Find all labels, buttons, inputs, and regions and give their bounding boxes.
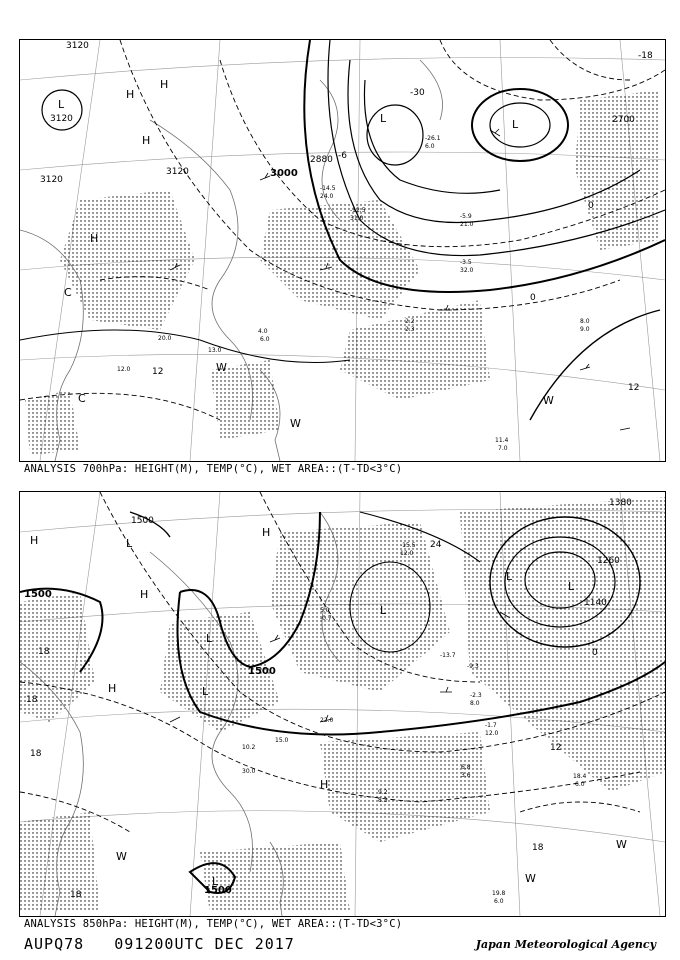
low-center: L [506,570,513,583]
low-center: L [206,632,213,645]
station-value: 6.0 [494,898,504,905]
height-label: 3120 [50,114,73,124]
station-value: 6.0 [260,336,270,343]
high-center: H [320,778,329,791]
high-center: H [262,526,271,539]
temp-label: 18 [26,695,38,705]
high-center: H [30,534,39,547]
station-value: 6.0 [425,143,435,150]
low-center: L [380,604,387,617]
station-value: 11.4 [495,437,509,444]
temp-label: 18 [30,749,42,759]
map-850hpa [19,491,666,917]
station-value: 8.0 [580,318,590,325]
station-value: 2.3 [405,326,415,333]
height-label: 3120 [40,175,63,185]
caption-850hpa: ANALYSIS 850hPa: HEIGHT(M), TEMP(°C), WET AREA::(T-TD<3°C) [24,918,403,930]
station-value: 21.0 [460,221,474,228]
station-value: 8.3 [378,797,388,804]
low-center: L [126,537,133,550]
station-value: 18.4 [573,773,587,780]
station-value: 9.0 [580,326,590,333]
station-value: 24.0 [320,193,334,200]
temp-label: 24 [430,540,442,550]
temp-label: 18 [38,647,50,657]
low-center: L [212,875,219,888]
station-value: 9.2 [378,789,388,796]
map-850hpa-canvas [20,492,665,916]
station-value: 6.0 [575,781,585,788]
station-value: -15.5 [400,542,416,549]
height-label: 1380 [609,498,632,508]
station-value: 30.0 [242,768,256,775]
station-value: 22.0 [320,717,334,724]
wet-area-shading [25,90,660,455]
low-center: L [380,112,387,125]
high-center: H [126,88,135,101]
height-label: 3120 [66,41,89,51]
height-label: 2700 [612,115,635,125]
station-value: 12.0 [400,550,414,557]
station-value: -1.7 [485,722,497,729]
warm-center: W [525,872,536,885]
temp-label: -18 [638,51,653,61]
station-value: 32.0 [460,267,474,274]
station-value: 12.0 [485,730,499,737]
station-value: 5.0 [320,607,330,614]
station-value: -12.5 [350,207,366,214]
temp-label: 0 [592,648,598,658]
low-center: L [202,685,209,698]
caption-700hpa: ANALYSIS 700hPa: HEIGHT(M), TEMP(°C), WET AREA::(T-TD<3°C) [24,463,403,475]
station-value: -9.3 [467,663,479,670]
station-value: -3.5 [460,259,472,266]
map-700hpa [19,39,666,462]
station-value: -5.9 [460,213,472,220]
temp-label: 18 [532,843,544,853]
product-header [24,935,295,953]
height-label: 1500 [24,589,52,600]
station-value: 2.2 [405,318,415,325]
height-label: 1260 [597,556,620,566]
station-value: 3.6 [461,772,471,779]
low-center: L [58,98,65,111]
station-value: 31.0 [350,215,364,222]
cold-center: C [64,286,72,299]
temp-label: 0 [588,201,594,211]
station-value: 8.0 [470,700,480,707]
station-value: 4.0 [258,328,268,335]
temp-label: 12 [152,367,164,377]
height-label: 1500 [248,666,276,677]
map-700hpa-canvas [20,40,665,461]
temp-label: 18 [70,890,82,900]
high-center: H [160,78,169,91]
valid-time: 091200UTC DEC 2017 [114,935,295,953]
temp-label: 0 [530,293,536,303]
low-center: L [568,580,575,593]
station-value: 19.8 [492,890,506,897]
temp-label: 12 [550,743,562,753]
station-value: -14.5 [320,185,336,192]
station-value: 12.0 [117,366,131,373]
height-label: 3120 [166,167,189,177]
station-value: -2.3 [470,692,482,699]
station-value: 6.8 [461,764,471,771]
high-center: H [140,588,149,601]
product-id: AUPQ78 [24,935,85,953]
height-label: 1140 [584,598,607,608]
temp-label: -30 [410,88,425,98]
station-value: 20.0 [158,335,172,342]
warm-center: W [290,417,301,430]
temp-label: -6 [338,151,347,161]
station-value: 7.0 [498,445,508,452]
warm-center: W [116,850,127,863]
station-value: 10.2 [242,744,256,751]
station-value: -0.7 [320,615,332,622]
station-value: -26.1 [425,135,441,142]
temp-label: 12 [628,383,640,393]
high-center: H [142,134,151,147]
low-center: L [512,118,519,131]
station-value: 15.0 [275,737,289,744]
high-center: H [108,682,117,695]
height-label: 1500 [131,516,154,526]
height-label: 1500 [204,885,232,896]
height-label: 2880 [310,155,333,165]
high-center: H [90,232,99,245]
station-value: -13.7 [440,652,456,659]
warm-center: W [543,394,554,407]
height-label: 3000 [270,168,298,179]
warm-center: W [616,838,627,851]
agency-credit: Japan Meteorological Agency [475,938,656,951]
station-value: 13.0 [208,347,222,354]
warm-center: W [216,361,227,374]
cold-center: C [78,392,86,405]
